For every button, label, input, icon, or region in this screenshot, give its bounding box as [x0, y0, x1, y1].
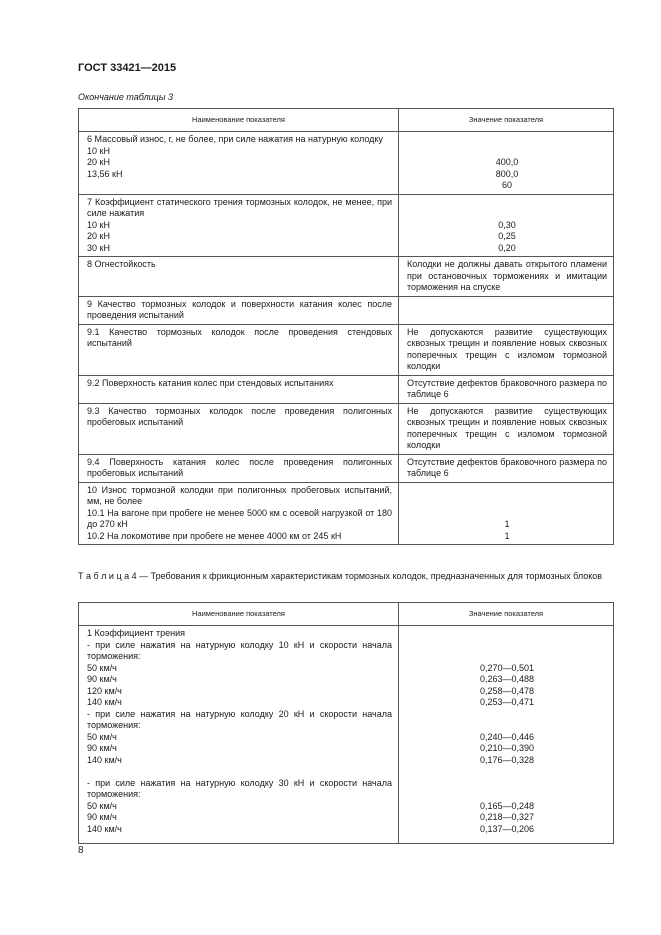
column-header-value: Значение показателя	[399, 603, 614, 626]
table-row	[79, 454, 614, 482]
table-row	[79, 482, 614, 545]
row-value: 0,210—0,390	[479, 743, 535, 753]
speed-item: 140 км/ч	[87, 754, 122, 765]
row-item: 10.2 На локомотиве при пробеге не менее 4000 км от 245 кН	[87, 530, 342, 541]
row-name-cell: 8 Огнестойкость	[79, 257, 399, 297]
row-item: 10 кН	[87, 219, 110, 230]
speed-item: 90 км/ч	[87, 743, 117, 753]
group-label: - при силе нажатия на натурную колодку 10 кН и скорости начала торможения:	[87, 639, 392, 661]
table-4	[78, 602, 614, 844]
row-value: 0,25	[498, 231, 516, 241]
row-value: 60	[501, 180, 512, 190]
speed-item: 140 км/ч	[87, 697, 122, 707]
column-header-name: Наименование показателя	[79, 603, 399, 626]
row-value: 0,253—0,471	[479, 697, 535, 707]
row-value: 0,240—0,446	[479, 731, 535, 742]
row-value-cell	[399, 194, 614, 257]
row-item: 10 кН	[87, 145, 110, 156]
column-header-name: Наименование показателя	[79, 109, 399, 132]
speed-item: 50 км/ч	[87, 662, 117, 673]
row-name-cell: 9.3 Качество тормозных колодок после проведения полигонных пробеговых испытаний	[79, 403, 399, 454]
row-value: 0,20	[498, 242, 516, 253]
row-name-cell: 9.4 Поверхность катания колес после проведения полигонных пробеговых испытаний	[79, 454, 399, 482]
table-header-row	[79, 109, 614, 132]
row-value-cell	[399, 482, 614, 545]
speed-item: 90 км/ч	[87, 674, 117, 684]
speed-item: 50 км/ч	[87, 731, 117, 742]
table-header-row	[79, 603, 614, 626]
row-item: 13,56 кН	[87, 168, 123, 179]
table-3	[78, 108, 614, 545]
row-title: 1 Коэффициент трения	[87, 628, 185, 638]
table4-caption: Т а б л и ц а 4 — Требования к фрикционным характеристикам тормозных колодок, предназначенных для тормозных блоков	[78, 571, 603, 581]
row-value-cell: Отсутствие дефектов браковочного размера по таблице 6	[399, 454, 614, 482]
table-row	[79, 194, 614, 257]
row-name-cell: 9 Качество тормозных колодок и поверхности катания колес после проведения испытаний	[79, 296, 399, 324]
row-value: 0,137—0,206	[479, 823, 535, 834]
row-value: 1	[504, 530, 510, 541]
table3-caption: Окончание таблицы 3	[78, 92, 173, 102]
row-item: 20 кН	[87, 157, 110, 167]
row-title: 10 Износ тормозной колодки при полигонных пробеговых испытаний, мм, не более	[87, 484, 392, 506]
row-name-cell	[79, 194, 399, 257]
table-row	[79, 324, 614, 375]
table-row	[79, 375, 614, 403]
table-row	[79, 132, 614, 195]
speed-item: 90 км/ч	[87, 812, 117, 822]
row-value: 0,258—0,478	[479, 685, 535, 696]
row-value-cell: Колодки не должны давать открытого пламени при остановочных торможениях и имитации торможения на спуске	[399, 257, 614, 297]
row-name-cell: 9.1 Качество тормозных колодок после проведения стендовых испытаний	[79, 324, 399, 375]
row-value: 0,270—0,501	[479, 662, 535, 673]
row-item: 10.1 На вагоне при пробеге не менее 5000 км с осевой нагрузкой от 180 до 270 кН	[87, 507, 392, 529]
row-value: 0,263—0,488	[479, 674, 535, 684]
row-title: 6 Массовый износ, г, не более, при силе нажатия на натурную колодку	[87, 134, 383, 144]
row-item: 30 кН	[87, 242, 110, 253]
row-name-cell	[79, 626, 399, 844]
row-value-cell: Не допускаются развитие существующих сквозных трещин и появление новых сквозных поперечных трещин с изломом тормозной колодки	[399, 324, 614, 375]
column-header-value: Значение показателя	[399, 109, 614, 132]
page-number: 8	[78, 845, 84, 856]
table-row	[79, 296, 614, 324]
row-value: 0,218—0,327	[479, 812, 535, 822]
speed-item: 120 км/ч	[87, 685, 122, 696]
row-value-cell: Не допускаются развитие существующих сквозных трещин и появление новых сквозных поперечных трещин с изломом тормозной колодки	[399, 403, 614, 454]
row-name-cell	[79, 482, 399, 545]
table-row	[79, 257, 614, 297]
speed-item: 140 км/ч	[87, 823, 122, 834]
speed-item: 50 км/ч	[87, 800, 117, 811]
document-header: ГОСТ 33421—2015	[78, 62, 177, 74]
row-name-cell: 9.2 Поверхность катания колес при стендовых испытаниях	[79, 375, 399, 403]
row-value-cell	[399, 132, 614, 195]
row-value: 0,165—0,248	[479, 800, 535, 811]
row-value-cell	[399, 626, 614, 844]
row-title: 7 Коэффициент статического трения тормозных колодок, не менее, при силе нажатия	[87, 196, 392, 218]
row-value: 0,176—0,328	[479, 754, 535, 765]
row-value: 400,0	[495, 157, 519, 167]
table-row	[79, 626, 614, 844]
row-value: 1	[504, 519, 510, 529]
row-value: 800,0	[495, 168, 519, 179]
group-label: - при силе нажатия на натурную колодку 20 кН и скорости начала торможения:	[87, 708, 392, 730]
row-value-cell: Отсутствие дефектов браковочного размера по таблице 6	[399, 375, 614, 403]
row-value-cell	[399, 296, 614, 324]
row-item: 20 кН	[87, 231, 110, 241]
row-value: 0,30	[498, 219, 516, 230]
row-name-cell	[79, 132, 399, 195]
table-row	[79, 403, 614, 454]
group-label: - при силе нажатия на натурную колодку 30 кН и скорости начала торможения:	[87, 777, 392, 799]
